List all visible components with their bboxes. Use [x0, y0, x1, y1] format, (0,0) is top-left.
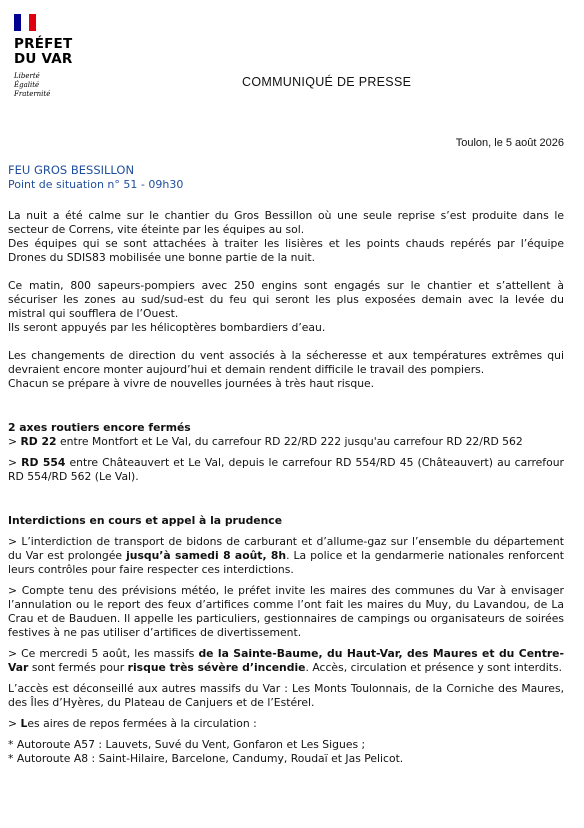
road-name: RD 554	[21, 456, 66, 469]
logo-name-line2: DU VAR	[14, 51, 73, 67]
road-name: RD 22	[20, 435, 57, 448]
paragraph: Des équipes qui se sont attachées à traiter les lisières et les points chauds repérés par l’équipe Drones du SDIS83 mobilisée une bonne partie de la nuit.	[8, 237, 564, 264]
press-body	[8, 209, 564, 766]
flag-white-band	[21, 14, 28, 31]
prefecture-logo	[14, 14, 94, 99]
marianne-flag-icon	[14, 14, 36, 31]
paragraph: Les changements de direction du vent associés à la sécheresse et aux températures extrêmes qui devraient encore monter aujourd’hui et demain rendent difficile le travail des pompiers.	[8, 349, 564, 376]
situation-point: Point de situation n° 51 - 09h30	[8, 178, 184, 191]
massifs-advice: L’accès est déconseillé aux autres massifs du Var : Les Monts Toulonnais, de la Corniche des Maures, des Îles d’Hyères, du Plateau de Canjuers et de l’Estérel.	[8, 682, 564, 709]
interdiction-fuel: > L’interdiction de transport de bidons de carburant et d’allume-gaz sur l’ensemble du département du Var est prolongée jusqu’à samedi 8 août, 8h. La police et la gendarmerie nationales renforcent leurs contrôles pour faire respecter ces interdictions.	[8, 535, 565, 576]
roads-heading: 2 axes routiers encore fermés	[8, 421, 191, 434]
document-type-title: COMMUNIQUÉ DE PRESSE	[242, 75, 412, 89]
logo-name-line1: PRÉFET	[14, 36, 73, 52]
rest-areas-heading: > Les aires de repos fermées à la circulation :	[8, 717, 257, 730]
motto-liberte: Liberté	[14, 72, 40, 80]
paragraph: Ce matin, 800 sapeurs-pompiers avec 250 engins sont engagés sur le chantier et s’attellent à sécuriser les zones au sud/sud-est du feu qui seront les plus exposées demain avec la levée du mistral qui soufflera de l’Ouest.	[8, 279, 564, 320]
dateline: Toulon, le 5 août 2026	[455, 137, 564, 149]
paragraph: Chacun se prépare à vivre de nouvelles journées à très haut risque.	[8, 377, 375, 390]
road-closure-item: > RD 554 entre Châteauvert et Le Val, depuis le carrefour RD 554/RD 45 (Châteauvert) au carrefour RD 554/RD 562 (Le Val).	[8, 456, 564, 483]
paragraph: La nuit a été calme sur le chantier du Gros Bessillon où une seule reprise s’est produite dans le secteur de Correns, vite éteinte par les équipes au sol.	[8, 209, 564, 236]
republic-motto	[14, 72, 94, 99]
flag-blue-band	[14, 14, 21, 31]
motto-fraternite: Fraternité	[14, 90, 51, 98]
massifs-closed: > Ce mercredi 5 août, les massifs de la Sainte-Baume, du Haut-Var, des Maures et du Centre-Var sont fermés pour risque très sévère d’incendie. Accès, circulation et présence y sont interdits.	[8, 647, 564, 674]
flag-red-band	[29, 14, 36, 31]
road-closure-item: > RD 22 entre Montfort et Le Val, du carrefour RD 22/RD 222 jusqu'au carrefour RD 22/RD 562	[8, 435, 523, 448]
paragraph: Ils seront appuyés par les hélicoptères bombardiers d’eau.	[8, 321, 326, 334]
rest-area-a57: * Autoroute A57 : Lauvets, Suvé du Vent, Gonfaron et Les Sigues ;	[8, 738, 366, 751]
title-block	[8, 163, 183, 192]
rest-area-a8: * Autoroute A8 : Saint-Hilaire, Barcelone, Candumy, Roudaï et Jas Pelicot.	[8, 752, 404, 765]
interdiction-fireworks: > Compte tenu des prévisions météo, le préfet invite les maires des communes du Var à envisager l’annulation ou le report des feux d’artifices comme l’ont fait les maires du Muy, du Lavandou, de La Crau et de Bauduen. Il appelle les particuliers, gestionnaires de campings ou organisateurs de soirées festives à ne pas utiliser d’artifices de divertissement.	[8, 584, 564, 639]
fire-title: FEU GROS BESSILLON	[8, 163, 135, 177]
interdictions-heading: Interdictions en cours et appel à la prudence	[8, 514, 283, 527]
motto-egalite: Égalité	[14, 81, 40, 89]
